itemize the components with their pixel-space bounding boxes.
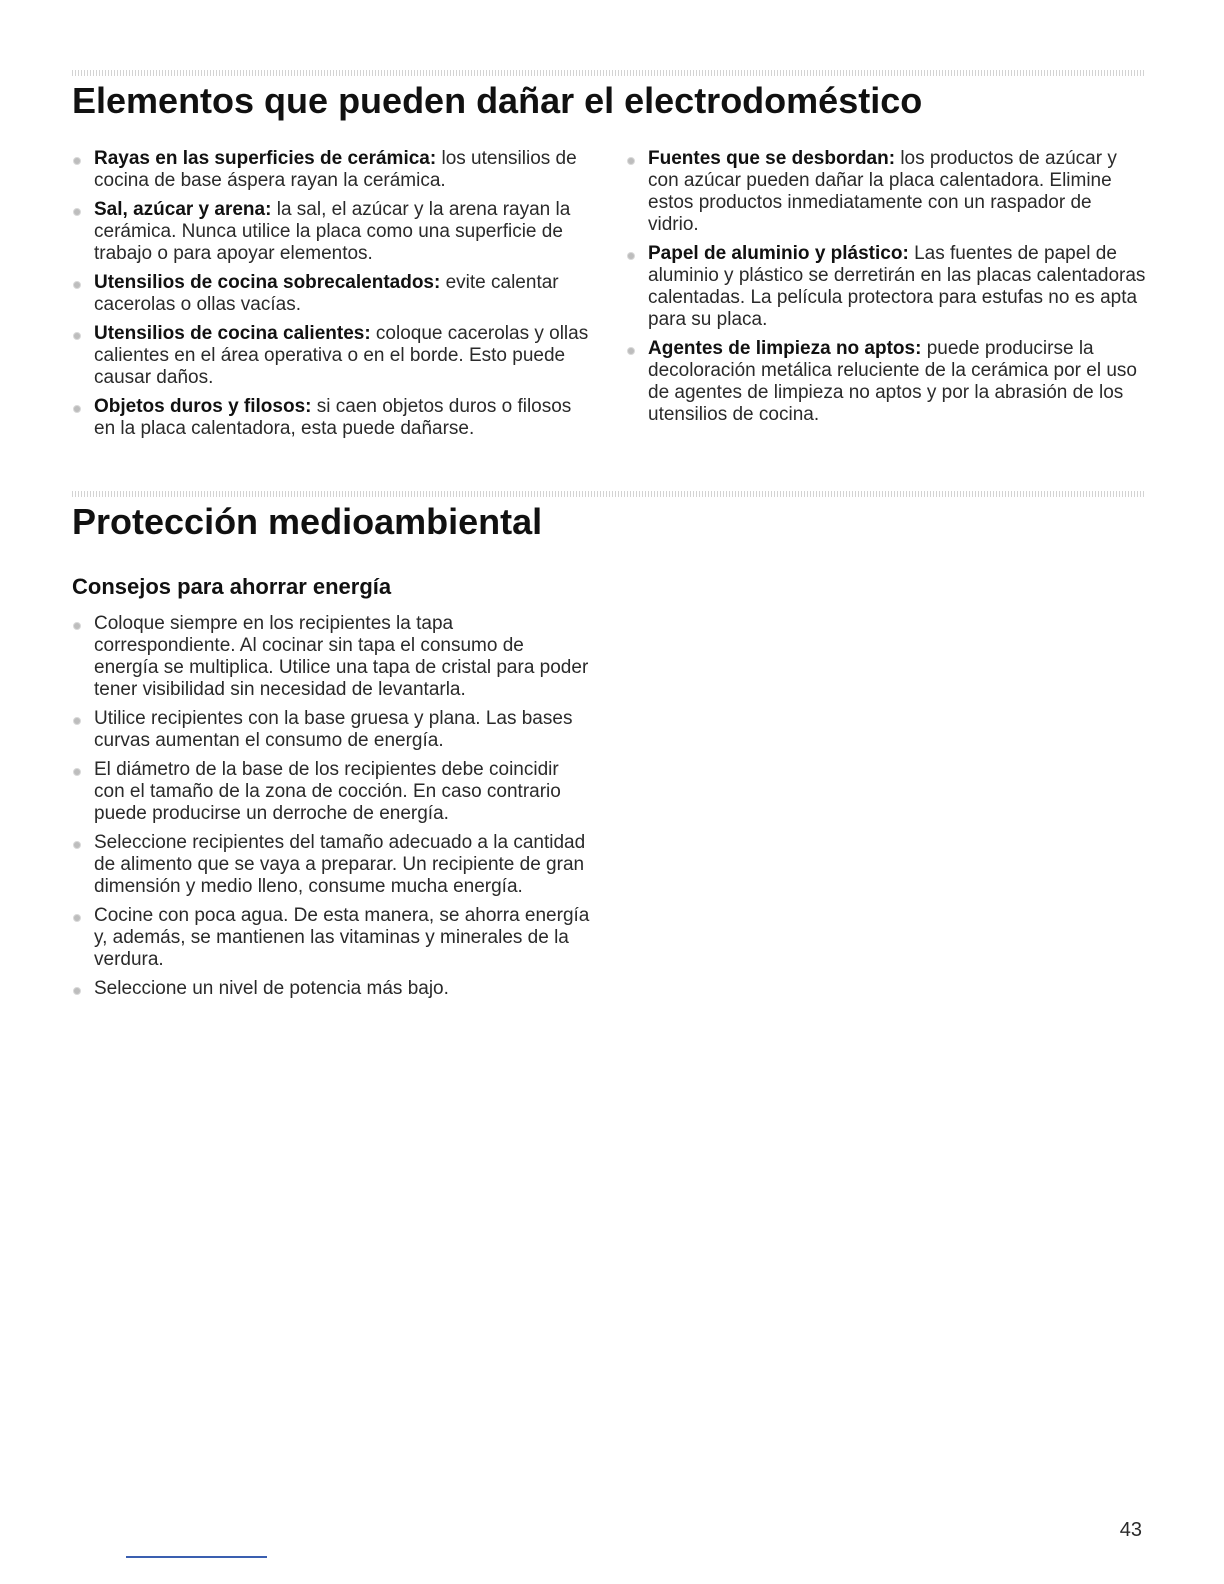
item-term: Fuentes que se desbordan:	[648, 148, 896, 169]
section-divider-top	[72, 70, 1144, 76]
bullet-icon	[73, 332, 81, 340]
list-item	[626, 148, 1146, 236]
bullet-icon	[73, 281, 81, 289]
item-term: Agentes de limpieza no aptos:	[648, 338, 922, 359]
item-text: Seleccione un nivel de potencia más bajo.	[94, 978, 449, 999]
section-title-damage: Elementos que pueden dañar el electrodoméstico	[72, 80, 923, 121]
item-term: Sal, azúcar y arena:	[94, 199, 272, 220]
bullet-icon	[73, 622, 81, 630]
bullet-icon	[73, 405, 81, 413]
list-item	[72, 905, 592, 971]
energy-tips-list	[72, 613, 592, 1007]
list-item	[626, 338, 1146, 426]
page-number: 43	[1119, 1519, 1142, 1541]
item-text: Coloque siempre en los recipientes la tapa correspondiente. Al cocinar sin tapa el consumo de energía se multiplica. Utilice una tapa de cristal para poder tener visibilidad sin necesidad de levantarla.	[94, 613, 589, 700]
item-text: evite calentar cacerolas o ollas vacías.	[94, 272, 559, 315]
section-divider-middle	[72, 491, 1144, 497]
item-term: Objetos duros y filosos:	[94, 396, 312, 417]
item-term: Papel de aluminio y plástico:	[648, 243, 909, 264]
bullet-icon	[73, 768, 81, 776]
list-item	[626, 243, 1146, 331]
footer-line	[126, 1556, 267, 1558]
bullet-icon	[73, 157, 81, 165]
list-item	[72, 832, 592, 898]
list-item	[72, 148, 592, 192]
list-item	[72, 272, 592, 316]
item-text: Seleccione recipientes del tamaño adecuado a la cantidad de alimento que se vaya a preparar. Un recipiente de gran dimensión y medio lleno, consume mucha energía.	[94, 832, 586, 897]
list-item	[72, 759, 592, 825]
damage-list-right	[626, 148, 1146, 433]
list-item	[72, 199, 592, 265]
bullet-icon	[627, 157, 635, 165]
item-text: coloque cacerolas y ollas calientes en el área operativa o en el borde. Esto puede causar daños.	[94, 323, 589, 388]
item-term: Rayas en las superficies de cerámica:	[94, 148, 437, 169]
subsection-title-energy: Consejos para ahorrar energía	[72, 574, 392, 599]
item-text: Utilice recipientes con la base gruesa y plana. Las bases curvas aumentan el consumo de energía.	[94, 708, 573, 751]
item-text: los productos de azúcar y con azúcar pueden dañar la placa calentadora. Elimine estos productos inmediatamente con un raspador de vidrio.	[648, 148, 1117, 235]
bullet-icon	[73, 841, 81, 849]
item-text: Las fuentes de papel de aluminio y plástico se derretirán en las placas calentadoras calentadas. La película protectora para estufas no es apta para su placa.	[648, 243, 1146, 330]
list-item	[72, 613, 592, 701]
item-text: los utensilios de cocina de base áspera rayan la cerámica.	[94, 148, 577, 191]
item-text: puede producirse la decoloración metálica reluciente de la cerámica por el uso de agentes de limpieza no aptos y por la abrasión de los utensilios de cocina.	[648, 338, 1137, 425]
bullet-icon	[627, 347, 635, 355]
damage-list-left	[72, 148, 592, 447]
item-text: si caen objetos duros o filosos en la placa calentadora, esta puede dañarse.	[94, 396, 572, 439]
list-item	[72, 708, 592, 752]
section-title-environment: Protección medioambiental	[72, 501, 543, 542]
bullet-icon	[73, 208, 81, 216]
bullet-icon	[73, 914, 81, 922]
list-item	[72, 978, 592, 1000]
bullet-icon	[627, 252, 635, 260]
item-term: Utensilios de cocina calientes:	[94, 323, 371, 344]
list-item	[72, 323, 592, 389]
item-term: Utensilios de cocina sobrecalentados:	[94, 272, 441, 293]
bullet-icon	[73, 717, 81, 725]
item-text: El diámetro de la base de los recipientes debe coincidir con el tamaño de la zona de cocción. En caso contrario puede producirse un derroche de energía.	[94, 759, 561, 824]
item-text: la sal, el azúcar y la arena rayan la cerámica. Nunca utilice la placa como una superficie de trabajo o para apoyar elementos.	[94, 199, 571, 264]
bullet-icon	[73, 987, 81, 995]
item-text: Cocine con poca agua. De esta manera, se ahorra energía y, además, se mantienen las vitaminas y minerales de la verdura.	[94, 905, 590, 970]
list-item	[72, 396, 592, 440]
